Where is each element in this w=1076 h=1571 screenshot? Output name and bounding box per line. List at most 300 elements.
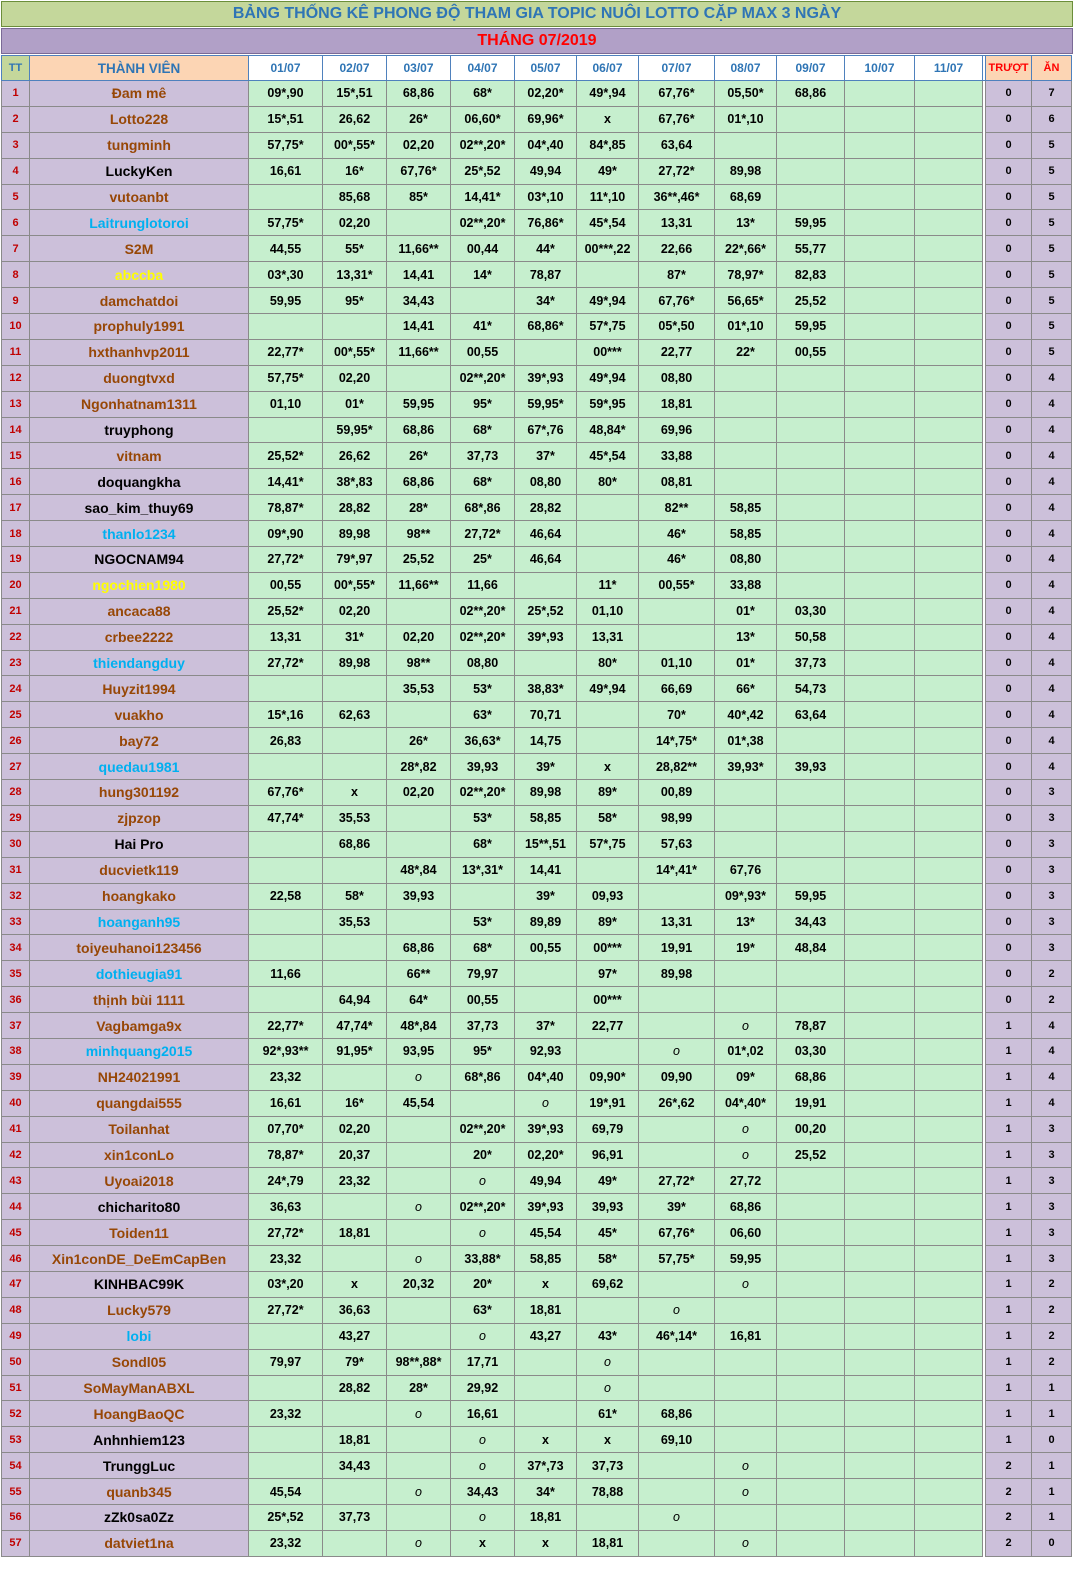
row-number: 7 <box>2 236 30 262</box>
win-count: 4 <box>1032 547 1072 573</box>
daily-pick-cell: 58,85 <box>715 521 777 547</box>
miss-count: 0 <box>986 598 1032 624</box>
daily-pick-cell <box>845 1116 915 1142</box>
miss-count: 0 <box>986 469 1032 495</box>
daily-pick-cell: 00***,22 <box>577 236 639 262</box>
member-name: S2M <box>30 236 249 262</box>
table-row <box>2 702 1072 728</box>
daily-pick-cell: 02,20 <box>387 780 451 806</box>
table-row <box>2 624 1072 650</box>
daily-pick-cell: o <box>451 1168 515 1194</box>
daily-pick-cell <box>577 495 639 521</box>
row-number: 57 <box>2 1530 30 1556</box>
daily-pick-cell <box>915 1504 983 1530</box>
daily-pick-cell: 68,86 <box>387 469 451 495</box>
daily-pick-cell: 22,77 <box>577 1013 639 1039</box>
daily-pick-cell: 59,95* <box>323 417 387 443</box>
win-count: 4 <box>1032 417 1072 443</box>
row-number: 16 <box>2 469 30 495</box>
daily-pick-cell: 11*,10 <box>577 184 639 210</box>
member-name: Laitrunglotoroi <box>30 210 249 236</box>
daily-pick-cell: 14*,75* <box>639 728 715 754</box>
daily-pick-cell: o <box>451 1453 515 1479</box>
daily-pick-cell <box>915 1064 983 1090</box>
daily-pick-cell <box>845 1090 915 1116</box>
daily-pick-cell <box>845 391 915 417</box>
daily-pick-cell: 57,75* <box>639 1246 715 1272</box>
daily-pick-cell <box>845 780 915 806</box>
daily-pick-cell: 67,76* <box>387 158 451 184</box>
table-row <box>2 521 1072 547</box>
daily-pick-cell <box>845 1479 915 1505</box>
daily-pick-cell: 22,77 <box>639 339 715 365</box>
miss-count: 0 <box>986 676 1032 702</box>
daily-pick-cell: 26,83 <box>249 728 323 754</box>
daily-pick-cell <box>845 339 915 365</box>
miss-count: 1 <box>986 1375 1032 1401</box>
daily-pick-cell: 26,62 <box>323 443 387 469</box>
daily-pick-cell: 09*,93* <box>715 883 777 909</box>
daily-pick-cell: 48,84 <box>777 935 845 961</box>
daily-pick-cell: 14* <box>451 262 515 288</box>
win-count: 4 <box>1032 495 1072 521</box>
row-number: 9 <box>2 288 30 314</box>
daily-pick-cell: 41* <box>451 314 515 340</box>
daily-pick-cell: 59*,95 <box>577 391 639 417</box>
daily-pick-cell: 02,20 <box>323 365 387 391</box>
daily-pick-cell <box>515 961 577 987</box>
daily-pick-cell <box>915 314 983 340</box>
row-number: 11 <box>2 339 30 365</box>
daily-pick-cell: 35,53 <box>323 909 387 935</box>
daily-pick-cell <box>515 650 577 676</box>
daily-pick-cell: 16,61 <box>451 1401 515 1427</box>
daily-pick-cell <box>639 1116 715 1142</box>
daily-pick-cell <box>249 935 323 961</box>
daily-pick-cell: 00,55 <box>249 572 323 598</box>
daily-pick-cell <box>777 1401 845 1427</box>
daily-pick-cell <box>515 987 577 1013</box>
row-number: 43 <box>2 1168 30 1194</box>
daily-pick-cell: 02**,20* <box>451 780 515 806</box>
daily-pick-cell: 38*,83 <box>323 469 387 495</box>
daily-pick-cell: 39* <box>515 883 577 909</box>
member-name: hung301192 <box>30 780 249 806</box>
daily-pick-cell: 92*,93** <box>249 1038 323 1064</box>
daily-pick-cell <box>715 805 777 831</box>
win-count: 5 <box>1032 132 1072 158</box>
daily-pick-cell: 89,98 <box>639 961 715 987</box>
daily-pick-cell: 22,58 <box>249 883 323 909</box>
daily-pick-cell: 02,20* <box>515 1142 577 1168</box>
member-name: Vagbamga9x <box>30 1013 249 1039</box>
daily-pick-cell: 03,30 <box>777 1038 845 1064</box>
table-row <box>2 1427 1072 1453</box>
member-name: duongtvxd <box>30 365 249 391</box>
daily-pick-cell <box>915 780 983 806</box>
daily-pick-cell: 16,61 <box>249 1090 323 1116</box>
daily-pick-cell: 98** <box>387 521 451 547</box>
daily-pick-cell: x <box>577 1427 639 1453</box>
daily-pick-cell <box>915 1013 983 1039</box>
daily-pick-cell: 25*,52 <box>515 598 577 624</box>
member-name: minhquang2015 <box>30 1038 249 1064</box>
row-number: 24 <box>2 676 30 702</box>
win-count: 6 <box>1032 106 1072 132</box>
daily-pick-cell <box>249 909 323 935</box>
daily-pick-cell: 38,83* <box>515 676 577 702</box>
member-name: bay72 <box>30 728 249 754</box>
daily-pick-cell: 37,73 <box>323 1504 387 1530</box>
row-number: 10 <box>2 314 30 340</box>
daily-pick-cell <box>845 702 915 728</box>
header-date: 04/07 <box>451 56 515 81</box>
miss-count: 0 <box>986 572 1032 598</box>
daily-pick-cell <box>915 935 983 961</box>
member-name: Anhnhiem123 <box>30 1427 249 1453</box>
daily-pick-cell: 03*,30 <box>249 262 323 288</box>
table-body <box>2 81 1072 1557</box>
daily-pick-cell <box>845 417 915 443</box>
row-number: 51 <box>2 1375 30 1401</box>
member-name: quangdai555 <box>30 1090 249 1116</box>
row-number: 22 <box>2 624 30 650</box>
daily-pick-cell: 33,88 <box>715 572 777 598</box>
member-name: thiendangduy <box>30 650 249 676</box>
daily-pick-cell: 79*,97 <box>323 547 387 573</box>
daily-pick-cell <box>845 598 915 624</box>
daily-pick-cell: 68,86 <box>777 1064 845 1090</box>
daily-pick-cell: 49* <box>577 1168 639 1194</box>
daily-pick-cell: 06,60 <box>715 1220 777 1246</box>
table-row <box>2 1090 1072 1116</box>
daily-pick-cell: 45*,54 <box>577 210 639 236</box>
daily-pick-cell <box>915 676 983 702</box>
daily-pick-cell <box>777 1297 845 1323</box>
daily-pick-cell <box>715 365 777 391</box>
miss-count: 0 <box>986 443 1032 469</box>
win-count: 0 <box>1032 1427 1072 1453</box>
daily-pick-cell: 18,81 <box>515 1297 577 1323</box>
miss-count: 0 <box>986 288 1032 314</box>
miss-count: 1 <box>986 1220 1032 1246</box>
daily-pick-cell: 01*,10 <box>715 106 777 132</box>
daily-pick-cell: 34,43 <box>387 288 451 314</box>
daily-pick-cell: 37* <box>515 443 577 469</box>
member-name: vutoanbt <box>30 184 249 210</box>
member-name: datviet1na <box>30 1530 249 1556</box>
daily-pick-cell: 00*** <box>577 935 639 961</box>
row-number: 55 <box>2 1479 30 1505</box>
row-number: 49 <box>2 1323 30 1349</box>
daily-pick-cell <box>915 1168 983 1194</box>
daily-pick-cell: 57,75* <box>249 132 323 158</box>
miss-count: 0 <box>986 883 1032 909</box>
daily-pick-cell: 01,10 <box>249 391 323 417</box>
daily-pick-cell: 49*,94 <box>577 676 639 702</box>
daily-pick-cell: x <box>515 1530 577 1556</box>
daily-pick-cell: 18,81 <box>577 1530 639 1556</box>
daily-pick-cell: o <box>639 1504 715 1530</box>
month-label: THÁNG 07/2019 <box>1 28 1073 54</box>
daily-pick-cell <box>845 754 915 780</box>
daily-pick-cell <box>915 1323 983 1349</box>
daily-pick-cell <box>249 754 323 780</box>
win-count: 4 <box>1032 676 1072 702</box>
daily-pick-cell: 25* <box>451 547 515 573</box>
daily-pick-cell: 80* <box>577 469 639 495</box>
daily-pick-cell: 37,73 <box>577 1453 639 1479</box>
daily-pick-cell <box>845 909 915 935</box>
table-row <box>2 547 1072 573</box>
member-name: Sondl05 <box>30 1349 249 1375</box>
daily-pick-cell: 68* <box>451 935 515 961</box>
stats-table <box>1 55 1072 1557</box>
win-count: 4 <box>1032 598 1072 624</box>
daily-pick-cell <box>639 1479 715 1505</box>
daily-pick-cell <box>249 314 323 340</box>
win-count: 3 <box>1032 935 1072 961</box>
daily-pick-cell <box>845 1427 915 1453</box>
daily-pick-cell: 01,10 <box>577 598 639 624</box>
daily-pick-cell: 20,37 <box>323 1142 387 1168</box>
daily-pick-cell: 89,98 <box>715 158 777 184</box>
win-count: 3 <box>1032 1168 1072 1194</box>
member-name: Toiden11 <box>30 1220 249 1246</box>
daily-pick-cell: 39,93 <box>387 883 451 909</box>
daily-pick-cell <box>915 469 983 495</box>
daily-pick-cell: 25*,52 <box>249 1504 323 1530</box>
daily-pick-cell: 13* <box>715 210 777 236</box>
daily-pick-cell: x <box>515 1271 577 1297</box>
member-name: hoangkako <box>30 883 249 909</box>
daily-pick-cell: 09,90 <box>639 1064 715 1090</box>
daily-pick-cell <box>845 857 915 883</box>
daily-pick-cell: 39,93 <box>577 1194 639 1220</box>
daily-pick-cell: 11,66 <box>249 961 323 987</box>
daily-pick-cell <box>915 417 983 443</box>
row-number: 52 <box>2 1401 30 1427</box>
daily-pick-cell <box>249 1427 323 1453</box>
row-number: 28 <box>2 780 30 806</box>
daily-pick-cell: 64* <box>387 987 451 1013</box>
daily-pick-cell <box>915 702 983 728</box>
miss-count: 1 <box>986 1116 1032 1142</box>
daily-pick-cell: 28,82 <box>323 1375 387 1401</box>
member-name: zjpzop <box>30 805 249 831</box>
daily-pick-cell: 78,88 <box>577 1479 639 1505</box>
daily-pick-cell <box>845 184 915 210</box>
daily-pick-cell <box>777 831 845 857</box>
row-number: 26 <box>2 728 30 754</box>
daily-pick-cell <box>577 702 639 728</box>
miss-count: 1 <box>986 1064 1032 1090</box>
daily-pick-cell <box>915 210 983 236</box>
daily-pick-cell: 07,70* <box>249 1116 323 1142</box>
daily-pick-cell: o <box>387 1246 451 1272</box>
daily-pick-cell <box>845 1271 915 1297</box>
daily-pick-cell <box>323 857 387 883</box>
table-row <box>2 391 1072 417</box>
daily-pick-cell: 18,81 <box>639 391 715 417</box>
row-number: 48 <box>2 1297 30 1323</box>
table-row <box>2 236 1072 262</box>
daily-pick-cell: 43,27 <box>323 1323 387 1349</box>
miss-count: 1 <box>986 1168 1032 1194</box>
daily-pick-cell <box>845 236 915 262</box>
daily-pick-cell: 63* <box>451 702 515 728</box>
miss-count: 0 <box>986 106 1032 132</box>
daily-pick-cell: 68,86 <box>387 935 451 961</box>
daily-pick-cell: o <box>451 1220 515 1246</box>
header-date: 05/07 <box>515 56 577 81</box>
daily-pick-cell: 13,31 <box>639 210 715 236</box>
daily-pick-cell <box>845 1297 915 1323</box>
table-row <box>2 469 1072 495</box>
daily-pick-cell <box>915 339 983 365</box>
table-row <box>2 1297 1072 1323</box>
daily-pick-cell <box>249 1375 323 1401</box>
daily-pick-cell <box>323 961 387 987</box>
daily-pick-cell: 02**,20* <box>451 1116 515 1142</box>
daily-pick-cell <box>777 132 845 158</box>
daily-pick-cell <box>845 1246 915 1272</box>
daily-pick-cell: 49* <box>577 158 639 184</box>
daily-pick-cell: 98**,88* <box>387 1349 451 1375</box>
daily-pick-cell: 27,72* <box>451 521 515 547</box>
daily-pick-cell <box>845 314 915 340</box>
daily-pick-cell: 59,95 <box>387 391 451 417</box>
daily-pick-cell <box>639 883 715 909</box>
daily-pick-cell: 00*** <box>577 987 639 1013</box>
daily-pick-cell: 01*,38 <box>715 728 777 754</box>
daily-pick-cell <box>323 1401 387 1427</box>
daily-pick-cell: 68* <box>451 81 515 107</box>
daily-pick-cell <box>845 288 915 314</box>
miss-count: 1 <box>986 1349 1032 1375</box>
daily-pick-cell: 09*,90 <box>249 81 323 107</box>
daily-pick-cell <box>915 857 983 883</box>
daily-pick-cell <box>387 1116 451 1142</box>
header-date: 08/07 <box>715 56 777 81</box>
win-count: 3 <box>1032 1194 1072 1220</box>
daily-pick-cell <box>577 547 639 573</box>
daily-pick-cell <box>845 1401 915 1427</box>
win-count: 5 <box>1032 314 1072 340</box>
daily-pick-cell <box>915 1220 983 1246</box>
table-row <box>2 754 1072 780</box>
table-row <box>2 1271 1072 1297</box>
daily-pick-cell: 19,91 <box>777 1090 845 1116</box>
daily-pick-cell <box>323 935 387 961</box>
table-row <box>2 158 1072 184</box>
daily-pick-cell: 98** <box>387 650 451 676</box>
member-name: Toilanhat <box>30 1116 249 1142</box>
daily-pick-cell: 25,52 <box>387 547 451 573</box>
daily-pick-cell <box>777 1271 845 1297</box>
miss-count: 1 <box>986 1297 1032 1323</box>
daily-pick-cell <box>777 728 845 754</box>
miss-count: 0 <box>986 339 1032 365</box>
daily-pick-cell: 37,73 <box>777 650 845 676</box>
daily-pick-cell: 27,72* <box>249 650 323 676</box>
row-number: 46 <box>2 1246 30 1272</box>
header-date: 07/07 <box>639 56 715 81</box>
daily-pick-cell: 23,32 <box>249 1064 323 1090</box>
daily-pick-cell: 35,53 <box>323 805 387 831</box>
win-count: 4 <box>1032 624 1072 650</box>
table-row <box>2 909 1072 935</box>
daily-pick-cell: 53* <box>451 676 515 702</box>
daily-pick-cell: o <box>387 1479 451 1505</box>
row-number: 23 <box>2 650 30 676</box>
daily-pick-cell <box>387 365 451 391</box>
daily-pick-cell <box>577 1297 639 1323</box>
daily-pick-cell: 11,66 <box>451 572 515 598</box>
daily-pick-cell: 34* <box>515 1479 577 1505</box>
daily-pick-cell: 02,20* <box>515 81 577 107</box>
member-name: chicharito80 <box>30 1194 249 1220</box>
miss-count: 0 <box>986 521 1032 547</box>
row-number: 21 <box>2 598 30 624</box>
daily-pick-cell: o <box>387 1194 451 1220</box>
daily-pick-cell: 39* <box>639 1194 715 1220</box>
daily-pick-cell <box>845 81 915 107</box>
table-row <box>2 572 1072 598</box>
table-row <box>2 1504 1072 1530</box>
row-number: 39 <box>2 1064 30 1090</box>
daily-pick-cell <box>323 676 387 702</box>
row-number: 50 <box>2 1349 30 1375</box>
win-count: 1 <box>1032 1453 1072 1479</box>
daily-pick-cell <box>777 572 845 598</box>
daily-pick-cell <box>915 961 983 987</box>
daily-pick-cell: 14*,41* <box>639 857 715 883</box>
member-name: Xin1conDE_DeEmCapBen <box>30 1246 249 1272</box>
daily-pick-cell: 13* <box>715 909 777 935</box>
table-row <box>2 210 1072 236</box>
daily-pick-cell <box>777 1220 845 1246</box>
daily-pick-cell: 45,54 <box>387 1090 451 1116</box>
daily-pick-cell: o <box>715 1530 777 1556</box>
daily-pick-cell: 78,87 <box>777 1013 845 1039</box>
daily-pick-cell: 33,88* <box>451 1246 515 1272</box>
daily-pick-cell: 05,50* <box>715 81 777 107</box>
daily-pick-cell: 01* <box>323 391 387 417</box>
daily-pick-cell: 68,86 <box>323 831 387 857</box>
daily-pick-cell: 34,43 <box>451 1479 515 1505</box>
daily-pick-cell: 39*,93 <box>515 624 577 650</box>
daily-pick-cell <box>845 521 915 547</box>
daily-pick-cell <box>451 883 515 909</box>
member-name: TrunggLuc <box>30 1453 249 1479</box>
daily-pick-cell <box>387 598 451 624</box>
daily-pick-cell <box>577 521 639 547</box>
daily-pick-cell <box>845 1375 915 1401</box>
daily-pick-cell: 95* <box>323 288 387 314</box>
daily-pick-cell: 00,55 <box>777 339 845 365</box>
miss-count: 0 <box>986 547 1032 573</box>
miss-count: 0 <box>986 935 1032 961</box>
member-name: sao_kim_thuy69 <box>30 495 249 521</box>
row-number: 14 <box>2 417 30 443</box>
daily-pick-cell: 15*,51 <box>323 81 387 107</box>
daily-pick-cell <box>715 1297 777 1323</box>
table-row <box>2 288 1072 314</box>
daily-pick-cell: 82,83 <box>777 262 845 288</box>
table-row <box>2 831 1072 857</box>
daily-pick-cell: 57,75* <box>249 365 323 391</box>
